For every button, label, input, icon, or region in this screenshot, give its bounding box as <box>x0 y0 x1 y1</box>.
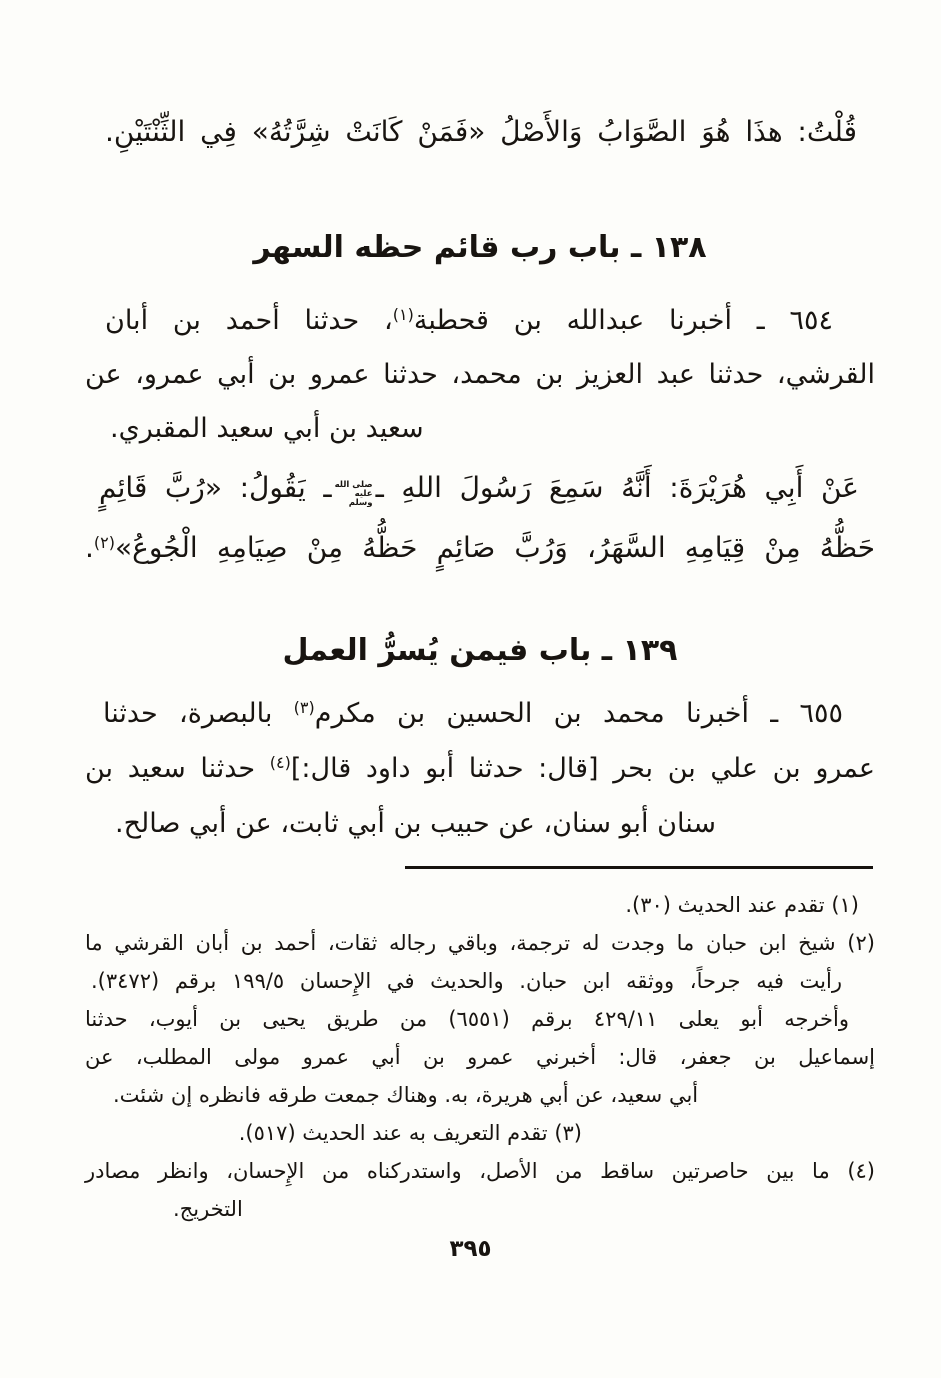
matn-text: عَنْ أَبِي هُرَيْرَةَ: أَنَّهُ سَمِعَ رَسُولَ اللهِ ـ <box>375 471 859 504</box>
footnotes-block <box>85 886 875 1228</box>
footnote-separator-rule <box>405 866 873 869</box>
isnad-text: بالبصرة، حدثنا <box>103 698 294 729</box>
isnad-text: ٦٥٥ ـ أخبرنا محمد بن الحسين بن مكرم <box>314 698 843 729</box>
chapter-138-heading: ١٣٨ ـ باب رب قائم حظه السهر <box>253 230 707 265</box>
footnote-2-line-3: وأخرجه أبو يعلى ٤٢٩/١١ برقم (٦٥٥١) من طريق يحيى بن أيوب، حدثنا <box>85 1007 849 1031</box>
hadith-655-isnad-line-2 <box>85 741 875 796</box>
honorific-row: صلى الله <box>334 480 373 490</box>
footnote-4-marker: (٤) <box>269 753 291 772</box>
hadith-655-isnad-line-3: سنان أبو سنان، عن حبيب بن أبي ثابت، عن أبي صالح. <box>115 808 716 839</box>
hadith-654-isnad-line-3: سعيد بن أبي سعيد المقبري. <box>110 413 424 444</box>
footnote-3-marker: (٣) <box>293 698 315 717</box>
page-number: ٣٩٥ <box>449 1236 492 1262</box>
footnote-2-line-5: أبي سعيد، عن أبي هريرة، به. وهناك جمعت طرقه فانظره إن شئت. <box>113 1083 699 1107</box>
honorific-row: عليه <box>354 489 373 499</box>
isnad-text: عمرو بن علي بن بحر [قال: حدثنا أبو داود قال:] <box>290 753 875 784</box>
hadith-654-matn-line-2 <box>85 518 875 578</box>
hadith-654-isnad-line-2: القرشي، حدثنا عبد العزيز بن محمد، حدثنا عمرو بن أبي عمرو، عن <box>85 359 875 390</box>
matn-text: حَظُّهُ مِنْ قِيَامِهِ السَّهَرُ، وَرُبَّ صَائِمٍ حَظُّهُ مِنْ صِيَامِهِ الْجُوعُ» <box>115 531 875 564</box>
chapter-139-heading: ١٣٩ ـ باب فيمن يُسرُّ العمل <box>282 633 678 668</box>
matn-text: ـ يَقُولُ: «رُبَّ قَائِمٍ <box>99 471 332 504</box>
page-body <box>85 0 875 851</box>
hadith-654-isnad-line-1 <box>85 294 875 348</box>
hadith-654-matn-line-1 <box>85 458 875 518</box>
footnote-2-line-1: (٢) شيخ ابن حبان ما وجدت له ترجمة، وباقي رجاله ثقات، أحمد بن أبان القرشي ما <box>85 931 875 955</box>
salla-allahu-alayhi-wasallam-glyph <box>335 481 373 508</box>
isnad-text: ٦٥٤ ـ أخبرنا عبدالله بن قحطبة <box>413 305 833 336</box>
isnad-text: ، حدثنا أحمد بن أبان <box>105 305 393 336</box>
footnote-1: (١) تقدم عند الحديث (٣٠). <box>625 893 859 917</box>
footnote-1-marker: (١) <box>392 305 414 324</box>
isnad-text: حدثنا سعيد بن <box>85 753 270 784</box>
footnote-2-line-2: رأيت فيه جرحاً، ووثقه ابن حبان. والحديث في الإِحسان ١٩٩/٥ برقم (٣٤٧٢). <box>91 969 842 993</box>
footnote-4-line-2: التخريج. <box>173 1197 243 1221</box>
footnote-4-line-1: (٤) ما بين حاصرتين ساقط من الأصل، واستدركناه من الإِحسان، وانظر مصادر <box>85 1159 875 1183</box>
hadith-655-isnad-line-1 <box>85 686 875 741</box>
footnote-2-line-4: إسماعيل بن جعفر، قال: أخبرني عمرو بن أبي عمرو مولى المطلب، عن <box>85 1045 875 1069</box>
intro-comment-line: قُلْتُ: هذَا هُوَ الصَّوَابُ وَالأَصْلُ «فَمَنْ كَانَتْ شِرَّتُهُ» فِي الثِّنْتَيْنِ. <box>105 115 857 148</box>
footnote-2-marker: (٢) <box>93 533 115 552</box>
footnote-3: (٣) تقدم التعريف به عند الحديث (٥١٧). <box>238 1121 582 1145</box>
honorific-row: وسلم <box>348 498 373 508</box>
matn-text: . <box>85 531 94 564</box>
